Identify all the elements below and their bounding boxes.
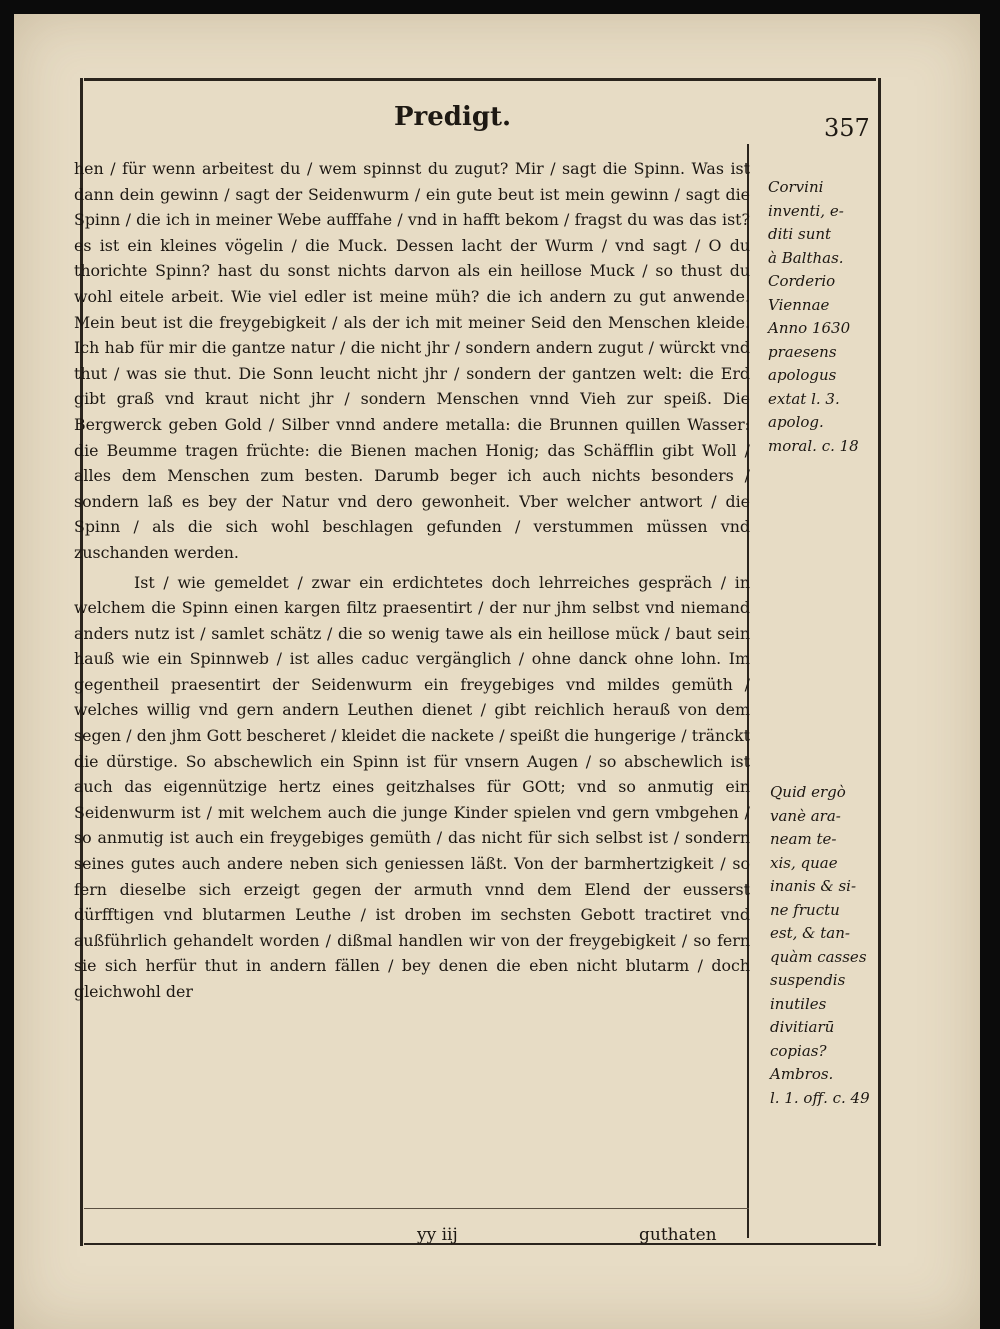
marginal-line: quàm casses: [770, 947, 867, 966]
marginal-line: apolog.: [768, 413, 824, 431]
marginal-line: divitiarū: [770, 1018, 835, 1036]
page-number: 357: [824, 114, 870, 142]
marginal-note-2: [770, 781, 870, 1110]
text-bottom-rule: [84, 1208, 749, 1209]
main-text-column: [74, 156, 750, 1005]
marginal-line: ne fructu: [770, 900, 840, 919]
paragraph-1: hen / für wenn arbeitest du / wem spinnst du zugut? Mir / sagt die Spinn. Was ist dann dein gewinn / sagt der Seidenwurm / ein gute beut ist mein gewinn / sagt die Spinn / die ich in meiner Webe aufffahe / vnd in hafft bekom / fragst du was das ist? es ist ein kleines vögelin / die Muck. Dessen lacht der Wurm / vnd sagt / O du thorichte Spinn? hast du sonst nichts darvon als ein heillose Muck / so thust du wohl eitele arbeit. Wie viel edler ist meine müh? die ich andern zu gut anwende. Mein beut ist die freygebigkeit / als der ich mit meiner Seid den Menschen kleide. Ich hab für mir die gantze natur / die nicht jhr / sondern andern zugut / würckt vnd thut / was sie thut. Die Sonn leucht nicht jhr / sondern der gantzen welt: die Erd gibt graß vnd kraut nicht jhr / sondern Menschen vnnd Vieh zur speiß. Die Bergwerck geben Gold / Silber vnnd andere metalla: die Brunnen quillen Wasser: die Beumme tragen früchte: die Bienen machen Honig; das Schäfflin gibt Woll / alles dem Menschen zum besten. Darumb beger ich auch nichts besonders / sondern laß es bey der Natur vnd dero gewonheit. Vber welcher antwort / die Spinn / als die sich wohl beschlagen gefunden / verstummen müssen vnd zuschanden werden.: [74, 159, 750, 562]
paragraph-2: Ist / wie gemeldet / zwar ein erdichtetes doch lehrreiches gespräch / in welchem die Spinn einen kargen filtz praesentirt / der nur jhm selbst vnd niemand anders nutz ist / samlet schätz / die so wenig tawe als ein heillose mück / baut sein hauß wie ein Spinnweb / ist alles caduc vergänglich / ohne danck ohne lohn. Im gegentheil praesentirt der Seidenwurm ein freygebiges vnd mildes gemüth / welches willig vnd gern andern Leuthen dienet / gibt reichlich herauß von dem segen / den jhm Gott bescheret / kleidet die nackete / speißt die hungerige / tränckt die dürstige. So abschewlich ein Spinn ist für vnsern Augen / so abschewlich ist auch das eigennützige hertz eines geitzhalses für GOtt; vnd so anmutig ein Seidenwurm ist / mit welchem auch die junge Kinder spielen vnd gern vmbgehen / so anmutig ist auch ein freygebiges gemüth / das nicht für sich selbst ist / sondern seines gutes auch andere neben sich geniessen läßt. Von der barmhertzigkeit / so fern dieselbe sich erzeigt gegen der armuth vnnd dem Elend der eusserst dürfftigen vnd blutarmen Leuthe / ist droben im sechsten Gebott tractiret vnd außführlich gehandelt worden / dißmal handlen wir von der freygebigkeit / so fern sie sich herfür thut in andern fällen / bey denen die eben nicht blutarm / doch gleichwohl der: [74, 572, 750, 1001]
marginal-line: l. 1. off. c. 49: [770, 1088, 870, 1107]
marginal-line: moral. c. 18: [768, 436, 859, 455]
marginal-line: Quid ergò: [770, 783, 846, 801]
marginal-line: Ambros.: [770, 1065, 834, 1083]
running-head: Predigt.: [394, 102, 512, 132]
top-rule: [84, 78, 876, 81]
marginal-line: suspendis: [770, 971, 846, 989]
marginal-line: est, & tan-: [770, 924, 850, 942]
catchword: guthaten: [639, 1225, 717, 1245]
right-rule: [878, 78, 881, 1246]
bottom-rule: [84, 1243, 876, 1245]
marginal-note-1: [768, 176, 859, 458]
marginal-line: à Balthas.: [768, 248, 844, 267]
marginal-line: Viennae: [768, 295, 830, 314]
book-page: [14, 14, 980, 1329]
marginal-line: Anno 1630: [768, 319, 851, 337]
marginal-line: inventi, e-: [768, 201, 844, 220]
marginal-line: inutiles: [770, 994, 827, 1013]
marginal-line: vanè ara-: [770, 806, 841, 825]
marginal-line: apologus: [768, 366, 837, 384]
signature-mark: yy iij: [417, 1225, 458, 1245]
marginal-line: Corderio: [768, 272, 836, 290]
marginal-line: diti sunt: [768, 225, 832, 243]
marginal-line: neam te-: [770, 830, 837, 848]
marginal-line: extat l. 3.: [768, 389, 840, 408]
marginal-line: Corvini: [768, 178, 824, 196]
marginal-line: inanis & si-: [770, 877, 857, 895]
marginal-line: copias?: [770, 1041, 827, 1060]
marginal-line: xis, quae: [770, 853, 838, 872]
marginal-line: praesens: [768, 342, 837, 361]
